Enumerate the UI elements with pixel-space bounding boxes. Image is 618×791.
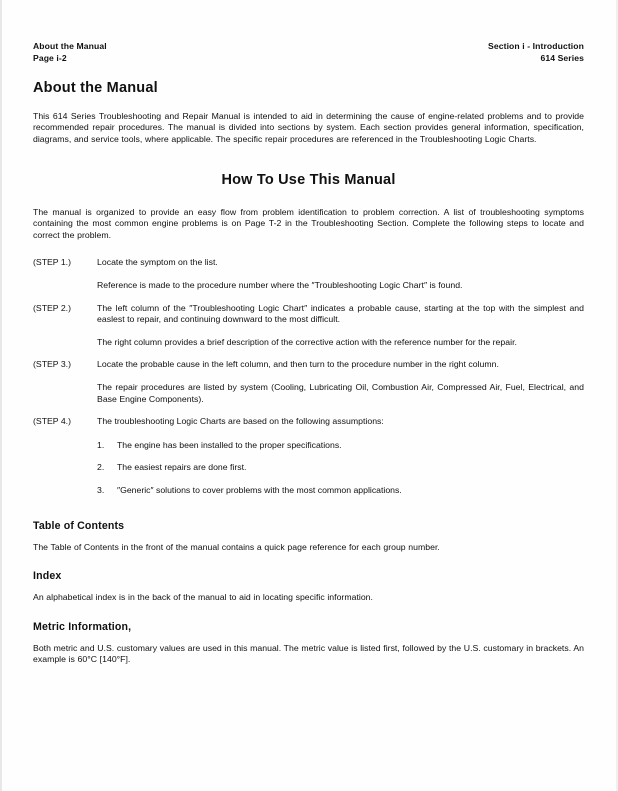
table-of-contents-body: The Table of Contents in the front of the manual contains a quick page reference for each group number.: [33, 541, 440, 552]
how-to-use-intro: The manual is organized to provide an easy flow from problem identification to problem correction. A list of troubleshooting symptoms containing the most common engine problems is on Page T-2 in the Troubleshooting Section. Complete the following steps to locate and correct the problem.: [33, 206, 584, 240]
list-item-marker: 2.: [97, 462, 105, 473]
step-text: The troubleshooting Logic Charts are based on the following assumptions:: [97, 416, 384, 427]
index-body: An alphabetical index is in the back of the manual to aid in locating specific information.: [33, 592, 373, 603]
list-item: [33, 462, 584, 474]
index-heading: Index: [33, 570, 62, 583]
step-row: [33, 416, 584, 428]
step-row-continued: [33, 280, 584, 292]
page-left-edge: [0, 0, 2, 791]
list-item-text: ″Generic″ solutions to cover problems with the most common applications.: [117, 484, 402, 495]
running-head-left: [33, 40, 107, 65]
metric-information-heading: Metric Information,: [33, 620, 132, 633]
step-label: (STEP 1.): [33, 257, 71, 268]
step-label: (STEP 2.): [33, 302, 71, 313]
running-head-right: [488, 40, 584, 65]
step-label: (STEP 3.): [33, 359, 71, 370]
metric-information-body: Both metric and U.S. customary values are used in this manual. The metric value is listed first, followed by the U.S. customary in brackets. An example is 60°C [140°F].: [33, 642, 584, 665]
page-title: About the Manual: [33, 79, 158, 96]
list-item-text: The engine has been installed to the proper specifications.: [117, 439, 342, 450]
step-row: [33, 257, 584, 269]
steps-list: [33, 257, 584, 427]
step-row-continued: [33, 337, 584, 349]
page-content: [33, 40, 584, 666]
running-head-manual-name: About the Manual: [33, 41, 107, 51]
running-head: [33, 40, 584, 65]
table-of-contents-heading: Table of Contents: [33, 519, 125, 532]
running-head-series: 614 Series: [540, 53, 584, 64]
intro-paragraph: This 614 Series Troubleshooting and Repair Manual is intended to aid in determining the cause of engine-related problems and to provide recommended repair procedures. The manual is divided into sections by system. Each section provides general information, specification, diagrams, and service tools, where applicable. The specific repair procedures are referenced in the Troubleshooting Logic Charts.: [33, 110, 584, 144]
list-item-marker: 3.: [97, 484, 105, 495]
step-text: The repair procedures are listed by system (Cooling, Lubricating Oil, Combustion Air, Compressed Air, Fuel, Electrical, and Base Engine Components).: [97, 381, 584, 404]
assumptions-list: [33, 440, 584, 497]
step-row: [33, 303, 584, 326]
running-head-page-number: Page i-2: [33, 53, 67, 64]
step-label: (STEP 4.): [33, 416, 71, 427]
step-text: Locate the symptom on the list.: [97, 257, 218, 268]
step-text: The right column provides a brief description of the corrective action with the reference number for the repair.: [97, 336, 517, 347]
list-item-marker: 1.: [97, 439, 105, 450]
step-row-continued: [33, 382, 584, 405]
list-item-text: The easiest repairs are done first.: [117, 462, 247, 473]
running-head-section: Section i - Introduction: [488, 41, 584, 51]
how-to-use-heading: How To Use This Manual: [221, 171, 396, 188]
list-item: [33, 440, 584, 452]
step-text: Reference is made to the procedure number where the ″Troubleshooting Logic Chart″ is found.: [97, 279, 463, 290]
step-text: Locate the probable cause in the left column, and then turn to the procedure number in the right column.: [97, 359, 499, 370]
list-item: [33, 485, 584, 497]
step-text: The left column of the ″Troubleshooting Logic Chart″ indicates a probable cause, starting at the top with the simplest and easlest to repair, and continuing downward to the most difficult.: [97, 302, 584, 325]
step-row: [33, 359, 584, 371]
